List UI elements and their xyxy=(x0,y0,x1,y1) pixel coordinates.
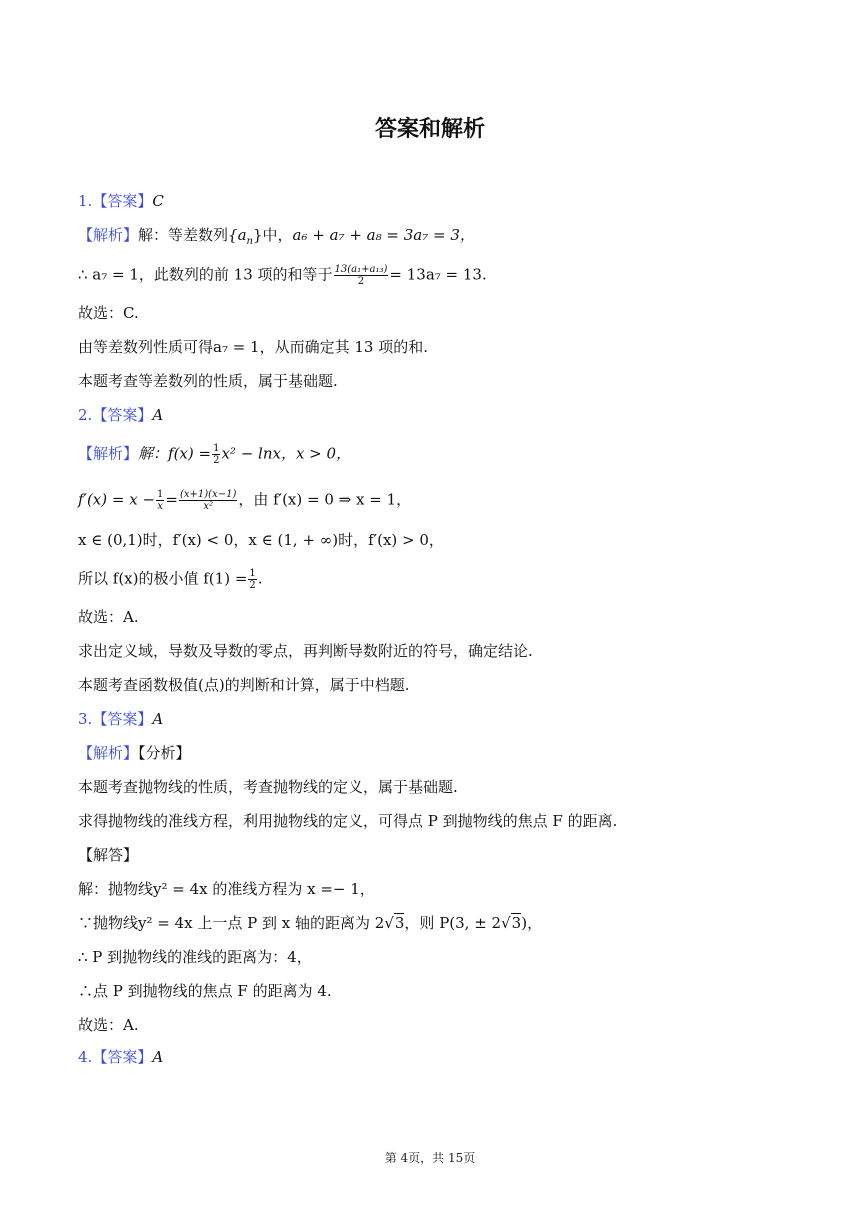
text-line xyxy=(78,913,542,933)
solution-tag: 【解答】 xyxy=(78,846,139,864)
sqrt-radicand: 3 xyxy=(394,914,405,932)
answer-header-2 xyxy=(78,405,163,425)
text: ∵抛物线y² = 4x 上一点 P 到 x 轴的距离为 2 xyxy=(78,914,385,932)
fraction-denominator: x² xyxy=(203,501,213,512)
answer-header-1 xyxy=(78,191,164,211)
sqrt-sign: √ xyxy=(384,914,394,932)
math: } xyxy=(252,226,263,244)
text: . xyxy=(257,569,263,588)
answer-tag: 【答案】 xyxy=(92,406,153,424)
answer-choice: A xyxy=(152,710,164,728)
analysis-tag: 【解析】 xyxy=(78,226,139,244)
text: 所以 f(x)的极小值 f(1) = xyxy=(78,569,248,588)
text: 解：等差数列 xyxy=(138,226,229,244)
text-line xyxy=(78,264,487,287)
math: {a xyxy=(228,226,247,244)
text-line: 本题考查等差数列的性质，属于基础题. xyxy=(78,372,338,390)
page-title: 答案和解析 xyxy=(374,117,485,142)
fraction xyxy=(212,443,220,466)
text-line: 故选：A. xyxy=(78,1016,139,1034)
text: 中， xyxy=(262,226,293,244)
text-line xyxy=(78,489,411,512)
fraction-numerator: 1 xyxy=(157,489,164,500)
answer-tag: 【答案】 xyxy=(92,1048,153,1066)
text: ∴ a₇ = 1，此数列的前 13 项的和等于 xyxy=(78,265,333,284)
fraction-denominator: 2 xyxy=(249,580,256,591)
fraction-numerator: 1 xyxy=(213,443,220,454)
analysis-line xyxy=(78,743,191,763)
text: )， xyxy=(521,914,543,932)
text-line: ∴ P 到抛物线的准线的距离为：4， xyxy=(78,948,312,966)
text-line: 本题考查函数极值(点)的判断和计算，属于中档题. xyxy=(78,676,410,694)
fraction-denominator: 2 xyxy=(357,276,365,287)
text: = xyxy=(165,490,178,509)
equation: x² − lnx，x > 0， xyxy=(221,444,352,463)
analysis-tag: 【解析】 xyxy=(78,444,139,463)
answer-choice: C xyxy=(152,192,164,210)
answer-tag: 【答案】 xyxy=(92,192,153,210)
text-line: 由等差数列性质可得a₇ = 1，从而确定其 13 项的和. xyxy=(78,338,428,356)
math-sub: n xyxy=(246,236,253,247)
fraction-numerator: (x+1)(x−1) xyxy=(179,489,237,500)
text-line: ∴点 P 到抛物线的焦点 F 的距离为 4. xyxy=(78,982,332,1000)
sqrt-radicand: 3 xyxy=(511,914,522,932)
page-footer: 第 4页，共 15页 xyxy=(384,1151,476,1165)
question-number: 1. xyxy=(78,192,93,210)
question-number: 4. xyxy=(78,1048,93,1066)
text: = 13a₇ = 13. xyxy=(389,265,487,284)
equation: f′(x) = x − xyxy=(78,490,156,509)
text: ，则 P(3, ± 2 xyxy=(404,914,502,932)
analysis-subtag: 【分析】 xyxy=(138,744,191,762)
text-line: 求得抛物线的准线方程，利用抛物线的定义，可得点 P 到抛物线的焦点 F 的距离. xyxy=(78,812,618,830)
sqrt-sign: √ xyxy=(501,914,511,932)
fraction-denominator: x xyxy=(157,501,164,512)
question-number: 2. xyxy=(78,406,93,424)
text-line: 故选：C. xyxy=(78,304,139,322)
fraction xyxy=(156,489,164,512)
text-line: x ∈ (0,1)时，f′(x) < 0，x ∈ (1, + ∞)时，f′(x) > 0， xyxy=(78,531,444,549)
text-line: 求出定义域，导数及导数的零点，再判断导数附近的符号，确定结论. xyxy=(78,642,533,660)
text-line xyxy=(78,568,263,591)
analysis-tag: 【解析】 xyxy=(78,744,139,762)
fraction xyxy=(334,264,389,287)
analysis-line xyxy=(78,443,351,466)
text-line: 解：抛物线y² = 4x 的准线方程为 x =− 1， xyxy=(78,880,375,898)
answer-header-4 xyxy=(78,1047,163,1067)
analysis-line xyxy=(78,225,475,252)
answer-choice: A xyxy=(152,1048,164,1066)
equation: 解：f(x) = xyxy=(138,444,212,463)
fraction-denominator: 2 xyxy=(213,455,220,466)
text-line: 本题考查抛物线的性质，考查抛物线的定义，属于基础题. xyxy=(78,778,458,796)
answer-header-3 xyxy=(78,709,163,729)
answer-tag: 【答案】 xyxy=(92,710,153,728)
answer-choice: A xyxy=(152,406,164,424)
fraction-numerator: 1 xyxy=(249,568,256,579)
equation: a₆ + a₇ + a₈ = 3a₇ = 3， xyxy=(292,226,475,244)
fraction xyxy=(179,489,237,512)
fraction-numerator: 13(a₁+a₁₃) xyxy=(334,264,388,275)
question-number: 3. xyxy=(78,710,93,728)
fraction xyxy=(248,568,256,591)
text: ，由 f′(x) = 0 ⇒ x = 1， xyxy=(238,490,412,509)
text-line: 故选：A. xyxy=(78,608,139,626)
